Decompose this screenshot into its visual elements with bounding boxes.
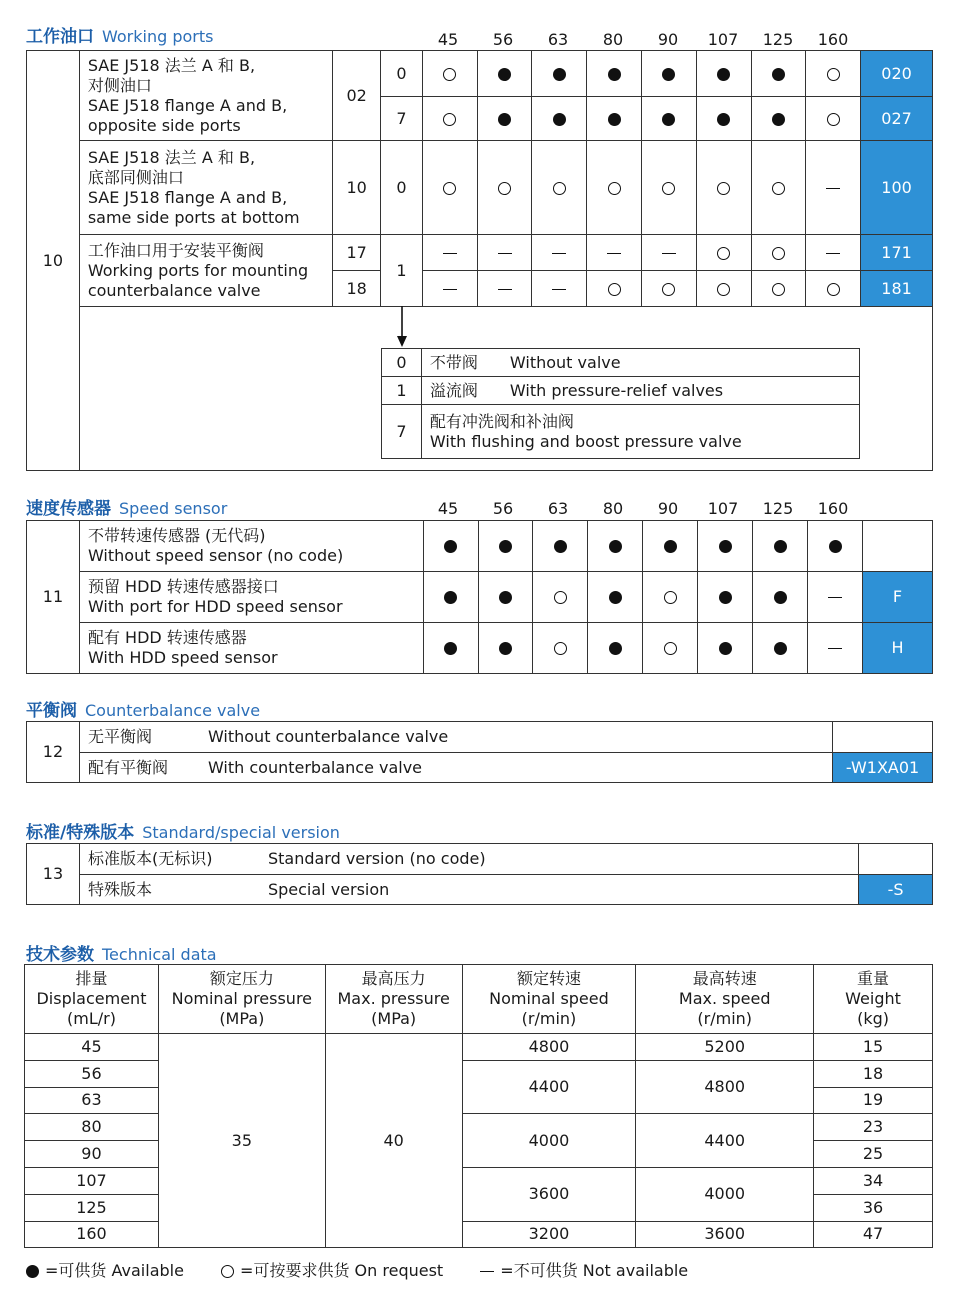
speed-sensor-table — [26, 520, 933, 674]
dash-icon — [552, 289, 566, 290]
tech-cell: 107 — [25, 1167, 159, 1194]
tech-cell: 34 — [814, 1167, 933, 1194]
filled-circle-icon — [719, 642, 732, 655]
tech-cell: 3600 — [462, 1167, 636, 1221]
open-circle-icon — [717, 283, 730, 296]
filled-circle-icon — [719, 540, 732, 553]
availability-cell — [642, 271, 697, 307]
dash-icon — [828, 597, 842, 598]
open-circle-icon — [772, 182, 785, 195]
open-circle-icon — [664, 591, 677, 604]
table-row — [25, 1034, 933, 1061]
filled-circle-icon — [444, 642, 457, 655]
open-circle-icon — [553, 182, 566, 195]
dash-icon — [498, 253, 512, 254]
availability-cell — [642, 51, 697, 97]
filled-circle-icon — [499, 591, 512, 604]
size-header-cell: 80 — [602, 30, 624, 49]
filled-circle-icon — [499, 540, 512, 553]
speed-sensor-title: 速度传感器 Speed sensor — [26, 499, 228, 519]
filled-circle-icon — [717, 113, 730, 126]
tech-cell: 19 — [814, 1087, 933, 1114]
tech-cell: 35 — [158, 1034, 325, 1248]
availability-cell — [423, 521, 478, 572]
sensor-desc: 配有 HDD 转速传感器 With HDD speed sensor — [79, 623, 423, 674]
availability-cell — [642, 235, 697, 271]
legend-on-request: =可按要求供货 On request — [221, 1258, 443, 1281]
tech-header-cell: 额定压力 Nominal pressure (MPa) — [158, 965, 325, 1034]
availability-cell — [532, 97, 587, 141]
availability-cell — [751, 141, 806, 235]
technical-title: 技术参数 Technical data — [26, 945, 217, 965]
filled-circle-icon — [719, 591, 732, 604]
filled-circle-icon — [829, 540, 842, 553]
filled-circle-icon — [609, 540, 622, 553]
availability-cell — [477, 141, 532, 235]
filled-circle-icon — [553, 68, 566, 81]
order-code: 181 — [861, 271, 933, 307]
availability-cell — [477, 271, 532, 307]
open-circle-icon — [443, 182, 456, 195]
availability-cell — [587, 271, 642, 307]
availability-cell — [808, 572, 863, 623]
tech-cell: 4000 — [462, 1114, 636, 1168]
dash-icon — [662, 253, 676, 254]
availability-cell — [478, 572, 533, 623]
legend-not-available: =不可供货 Not available — [480, 1258, 688, 1281]
order-code: 027 — [861, 97, 933, 141]
tech-cell: 40 — [325, 1034, 462, 1248]
filled-circle-icon — [26, 1265, 39, 1278]
availability-cell — [698, 572, 753, 623]
filled-circle-icon — [774, 591, 787, 604]
tech-header-cell: 额定转速 Nominal speed (r/min) — [462, 965, 636, 1034]
availability-cell — [478, 521, 533, 572]
tech-header-cell: 排量 Displacement (mL/r) — [25, 965, 159, 1034]
size-header-cell: 45 — [437, 30, 459, 49]
availability-cell — [806, 235, 861, 271]
open-circle-icon — [608, 182, 621, 195]
availability-cell — [642, 141, 697, 235]
availability-cell — [423, 623, 478, 674]
filled-circle-icon — [498, 68, 511, 81]
port-code: 17 — [333, 235, 381, 271]
open-circle-icon — [772, 283, 785, 296]
open-circle-icon — [662, 182, 675, 195]
availability-cell — [806, 141, 861, 235]
availability-cell — [422, 51, 477, 97]
tech-cell: 3200 — [462, 1221, 636, 1248]
counterbalance-desc: 配有平衡阀 With counterbalance valve — [79, 753, 832, 783]
port-desc: 工作油口用于安装平衡阀 Working ports for mounting counterbalance valve — [79, 235, 332, 307]
open-circle-icon — [827, 68, 840, 81]
tech-cell: 160 — [25, 1221, 159, 1248]
availability-cell — [587, 141, 642, 235]
group-number: 11 — [27, 521, 80, 674]
availability-cell — [423, 572, 478, 623]
counterbalance-table — [26, 721, 933, 783]
tech-cell: 4400 — [462, 1060, 636, 1114]
order-code: 171 — [861, 235, 933, 271]
availability-cell — [532, 141, 587, 235]
size-header-cell: 107 — [707, 30, 739, 49]
port-desc: SAE J518 法兰 A 和 B, 底部同侧油口 SAE J518 flange A and B, same side ports at bottom — [79, 141, 332, 235]
tech-cell: 47 — [814, 1221, 933, 1248]
dash-icon — [826, 253, 840, 254]
dash-icon — [552, 253, 566, 254]
tech-cell: 56 — [25, 1060, 159, 1087]
open-circle-icon — [608, 283, 621, 296]
legend — [26, 1258, 720, 1281]
dash-icon — [480, 1271, 494, 1272]
availability-cell — [698, 623, 753, 674]
open-circle-icon — [498, 182, 511, 195]
availability-cell — [422, 235, 477, 271]
dash-icon — [828, 648, 842, 649]
availability-cell — [477, 51, 532, 97]
filled-circle-icon — [772, 68, 785, 81]
filled-circle-icon — [553, 113, 566, 126]
availability-cell — [642, 97, 697, 141]
availability-cell — [806, 271, 861, 307]
availability-cell — [753, 521, 808, 572]
valve-option-desc: 溢流阀 With pressure-relief valves — [421, 377, 859, 405]
size-header-cell: 107 — [707, 499, 739, 518]
sub-code: 0 — [381, 51, 423, 97]
size-header-cell: 90 — [657, 499, 679, 518]
version-table — [26, 843, 933, 905]
open-circle-icon — [554, 642, 567, 655]
filled-circle-icon — [664, 540, 677, 553]
availability-cell — [696, 51, 751, 97]
size-header-cell: 63 — [547, 499, 569, 518]
group-number: 10 — [27, 51, 80, 471]
tech-header-cell: 最高转速 Max. speed (r/min) — [636, 965, 814, 1034]
availability-cell — [532, 271, 587, 307]
filled-circle-icon — [608, 113, 621, 126]
filled-circle-icon — [444, 540, 457, 553]
filled-circle-icon — [772, 113, 785, 126]
order-code: -S — [859, 875, 933, 905]
availability-cell — [533, 572, 588, 623]
working-ports-title: 工作油口 Working ports — [26, 27, 214, 47]
availability-cell — [643, 623, 698, 674]
tech-cell: 80 — [25, 1114, 159, 1141]
filled-circle-icon — [774, 642, 787, 655]
size-header-cell: 160 — [817, 30, 849, 49]
tech-cell: 3600 — [636, 1221, 814, 1248]
availability-cell — [696, 235, 751, 271]
order-code — [833, 722, 933, 753]
version-desc: 特殊版本 Special version — [79, 875, 858, 905]
tech-cell: 90 — [25, 1141, 159, 1168]
availability-cell — [588, 572, 643, 623]
order-code: F — [863, 572, 933, 623]
filled-circle-icon — [498, 113, 511, 126]
availability-cell — [806, 97, 861, 141]
legend-available: =可供货 Available — [26, 1258, 184, 1281]
size-header-cell: 125 — [762, 499, 794, 518]
filled-circle-icon — [609, 591, 622, 604]
availability-cell — [588, 623, 643, 674]
availability-cell — [698, 521, 753, 572]
availability-cell — [533, 623, 588, 674]
availability-cell — [477, 235, 532, 271]
size-header-cell: 125 — [762, 30, 794, 49]
order-code — [863, 521, 933, 572]
size-header-cell: 160 — [817, 499, 849, 518]
version-title: 标准/特殊版本 Standard/special version — [26, 823, 340, 843]
availability-cell — [422, 141, 477, 235]
availability-cell — [643, 572, 698, 623]
size-header-cell: 90 — [657, 30, 679, 49]
tech-header-cell: 最高压力 Max. pressure (MPa) — [325, 965, 462, 1034]
dash-icon — [443, 289, 457, 290]
tech-cell: 63 — [25, 1087, 159, 1114]
sensor-desc: 不带转速传感器 (无代码) Without speed sensor (no code) — [79, 521, 423, 572]
filled-circle-icon — [444, 591, 457, 604]
tech-cell: 23 — [814, 1114, 933, 1141]
dash-icon — [443, 253, 457, 254]
open-circle-icon — [717, 182, 730, 195]
tech-cell: 36 — [814, 1194, 933, 1221]
filled-circle-icon — [774, 540, 787, 553]
order-code: H — [863, 623, 933, 674]
availability-cell — [808, 623, 863, 674]
order-code — [859, 844, 933, 875]
availability-cell — [477, 97, 532, 141]
open-circle-icon — [772, 247, 785, 260]
tech-cell: 4800 — [636, 1060, 814, 1114]
tech-header-cell: 重量 Weight (kg) — [814, 965, 933, 1034]
filled-circle-icon — [608, 68, 621, 81]
port-desc: SAE J518 法兰 A 和 B, 对侧油口 SAE J518 flange A and B, opposite side ports — [79, 51, 332, 141]
sub-code: 0 — [381, 141, 423, 235]
open-circle-icon — [221, 1265, 234, 1278]
size-header-cell: 56 — [492, 30, 514, 49]
arrow-down-icon — [394, 306, 410, 348]
filled-circle-icon — [609, 642, 622, 655]
size-header-cell: 80 — [602, 499, 624, 518]
order-code: -W1XA01 — [833, 753, 933, 783]
order-code: 100 — [861, 141, 933, 235]
availability-cell — [422, 271, 477, 307]
open-circle-icon — [827, 113, 840, 126]
group-number: 13 — [27, 844, 80, 905]
tech-cell: 125 — [25, 1194, 159, 1221]
open-circle-icon — [443, 113, 456, 126]
availability-cell — [753, 572, 808, 623]
availability-cell — [751, 271, 806, 307]
order-code: 020 — [861, 51, 933, 97]
availability-cell — [532, 51, 587, 97]
port-code: 18 — [333, 271, 381, 307]
tech-cell: 45 — [25, 1034, 159, 1061]
technical-table — [24, 964, 933, 1248]
availability-cell — [588, 521, 643, 572]
availability-cell — [478, 623, 533, 674]
tech-cell: 4800 — [462, 1034, 636, 1061]
tech-cell: 25 — [814, 1141, 933, 1168]
group-number: 12 — [27, 722, 80, 783]
open-circle-icon — [827, 283, 840, 296]
availability-cell — [696, 141, 751, 235]
dash-icon — [607, 253, 621, 254]
filled-circle-icon — [554, 540, 567, 553]
filled-circle-icon — [717, 68, 730, 81]
open-circle-icon — [554, 591, 567, 604]
availability-cell — [587, 97, 642, 141]
dash-icon — [826, 188, 840, 189]
availability-cell — [643, 521, 698, 572]
open-circle-icon — [662, 283, 675, 296]
valve-option-desc: 不带阀 Without valve — [421, 349, 859, 377]
size-header-cell: 56 — [492, 499, 514, 518]
tech-cell: 4000 — [636, 1167, 814, 1221]
filled-circle-icon — [662, 68, 675, 81]
valve-option-no: 0 — [382, 349, 422, 377]
counterbalance-desc: 无平衡阀 Without counterbalance valve — [79, 722, 832, 753]
availability-cell — [533, 521, 588, 572]
port-code: 02 — [333, 51, 381, 141]
port-code: 10 — [333, 141, 381, 235]
tech-cell: 18 — [814, 1060, 933, 1087]
tech-cell: 4400 — [636, 1114, 814, 1168]
valve-option-desc: 配有冲洗阀和补油阀 With flushing and boost pressure valve — [421, 405, 859, 459]
version-desc: 标准版本(无标识) Standard version (no code) — [79, 844, 858, 875]
dash-icon — [498, 289, 512, 290]
open-circle-icon — [717, 247, 730, 260]
availability-cell — [532, 235, 587, 271]
tech-cell: 15 — [814, 1034, 933, 1061]
availability-cell — [808, 521, 863, 572]
availability-cell — [696, 97, 751, 141]
size-header-cell: 45 — [437, 499, 459, 518]
sub-code: 1 — [381, 235, 423, 307]
availability-cell — [587, 51, 642, 97]
availability-cell — [806, 51, 861, 97]
filled-circle-icon — [499, 642, 512, 655]
open-circle-icon — [443, 68, 456, 81]
tech-cell: 5200 — [636, 1034, 814, 1061]
valve-options-table — [381, 348, 860, 459]
availability-cell — [751, 97, 806, 141]
availability-cell — [751, 235, 806, 271]
counterbalance-title: 平衡阀 Counterbalance valve — [26, 701, 261, 721]
availability-cell — [753, 623, 808, 674]
availability-cell — [696, 271, 751, 307]
sensor-desc: 预留 HDD 转速传感器接口 With port for HDD speed sensor — [79, 572, 423, 623]
availability-cell — [587, 235, 642, 271]
filled-circle-icon — [662, 113, 675, 126]
availability-cell — [751, 51, 806, 97]
sub-code: 7 — [381, 97, 423, 141]
availability-cell — [422, 97, 477, 141]
size-header-cell: 63 — [547, 30, 569, 49]
open-circle-icon — [664, 642, 677, 655]
valve-option-no: 7 — [382, 405, 422, 459]
valve-option-no: 1 — [382, 377, 422, 405]
